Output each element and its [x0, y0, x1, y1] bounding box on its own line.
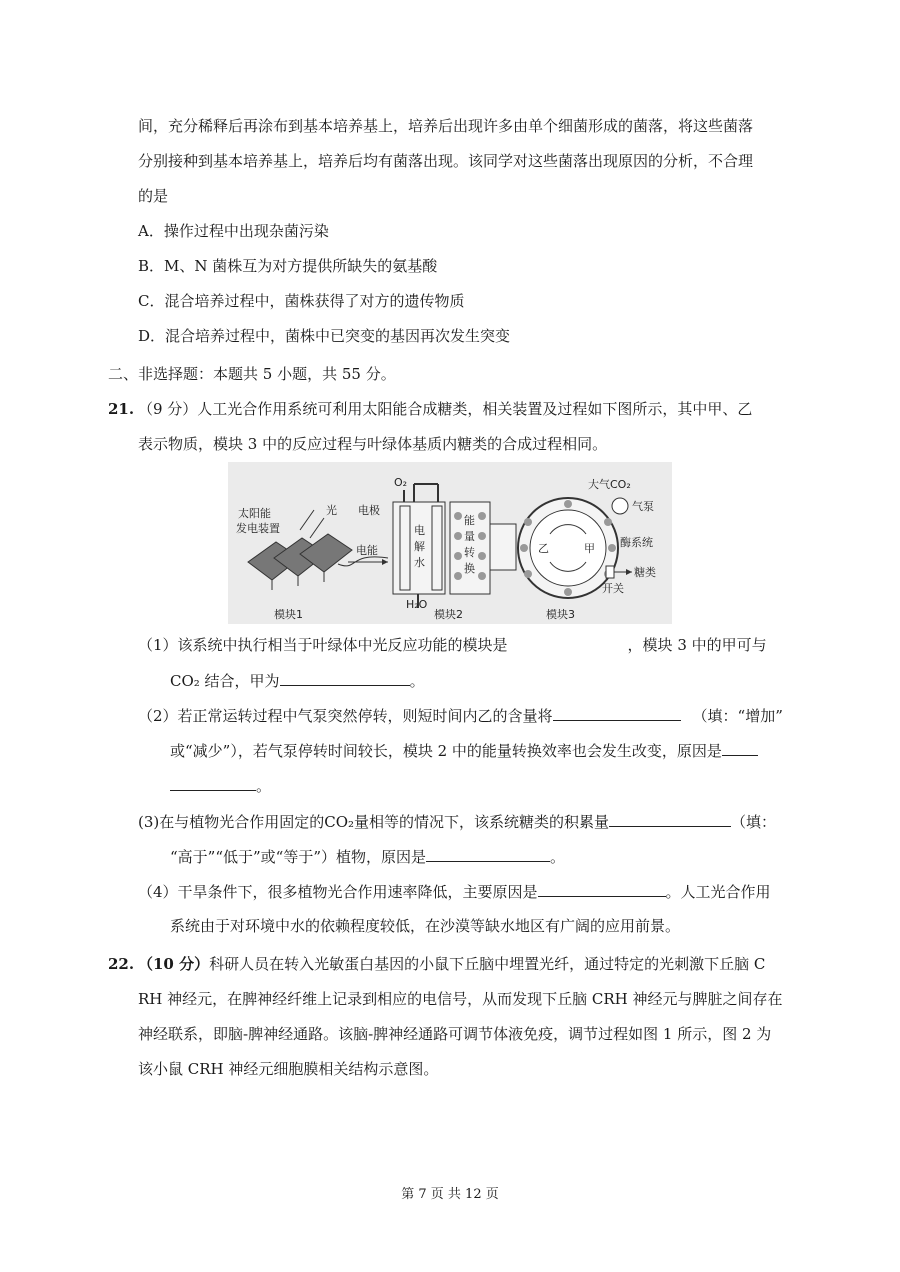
pump-label: 气泵: [632, 500, 654, 513]
air-pump-icon: [612, 498, 628, 514]
q21-part3-text-a: (3)在与植物光合作用固定的CO₂量相等的情况下，该系统糖类的积累量: [138, 813, 610, 831]
page-footer: 第 7 页 共 12 页: [401, 1187, 499, 1202]
o2-label: O₂: [394, 476, 408, 489]
q21-part3-text-c: “高于”“低于”或“等于”）植物，原因是: [170, 848, 427, 866]
solar-label-1: 太阳能: [238, 507, 271, 520]
q22-line-3: 神经联系，即脑-脾神经通路。该脑-脾神经通路可调节体液免疫，调节过程如图 1 所示，图 2 为: [138, 1025, 772, 1043]
q21-part4-text-a: （4）干旱条件下，很多植物光合作用速率降低，主要原因是: [138, 883, 538, 901]
q21-part2-text-d: 。: [256, 777, 272, 795]
q21-part3-text-b: （填：: [731, 813, 777, 831]
q22-line-2: RH 神经元，在脾神经纤维上记录到相应的电信号，从而发现下丘脑 CRH 神经元与脾脏之间存在: [138, 990, 783, 1008]
q21-part1-blank[interactable]: [280, 670, 410, 686]
artificial-photosynthesis-diagram: [228, 462, 672, 624]
light-label: 光: [326, 504, 337, 517]
q21-intro-line-2: 表示物质，模块 3 中的反应过程与叶绿体基质内糖类的合成过程相同。: [138, 435, 608, 453]
q22-line-1-text: 科研人员在转入光敏蛋白基因的小鼠下丘脑中埋置光纤，通过特定的光刺激下丘脑 C: [209, 955, 766, 973]
q21-part1-text-d: 。: [409, 672, 425, 690]
q21-part1-line-1: [138, 635, 767, 655]
q21-part3-text-d: 。: [550, 848, 566, 866]
switch-icon: [606, 566, 614, 578]
q21-part2-line-2: [170, 740, 758, 761]
switch-label: 开关: [602, 582, 624, 595]
q20-option-d: D．混合培养过程中，菌株中已突变的基因再次发生突变: [138, 327, 511, 345]
q21-part2-blank-2b[interactable]: [170, 775, 256, 791]
q20-option-a: A．操作过程中出现杂菌污染: [138, 222, 329, 240]
q21-part4-blank[interactable]: [538, 881, 666, 897]
q21-part4-line-2: 系统由于对环境中水的依赖程度较低，在沙漠等缺水地区有广阔的应用前景。: [170, 917, 681, 935]
h2o-label: H₂O: [406, 598, 428, 611]
sugar-label: 糖类: [634, 566, 656, 579]
module-1-label: 模块1: [274, 608, 303, 621]
jia-label: 甲: [584, 542, 595, 555]
q21-part2-blank-2a[interactable]: [722, 740, 758, 756]
electrolysis-char-3: 水: [414, 556, 425, 569]
q20-option-c: C．混合培养过程中，菌株获得了对方的遗传物质: [138, 292, 465, 310]
q21-part2-line-1: [138, 705, 783, 726]
q21-part3-blank-1[interactable]: [609, 811, 731, 827]
section-heading: 二、非选择题：本题共 5 小题，共 55 分。: [108, 365, 396, 383]
q21-intro-line-1: （9 分）人工光合作用系统可利用太阳能合成糖类，相关装置及过程如下图所示，其中甲、乙: [138, 400, 753, 418]
q21-part3-blank-2[interactable]: [426, 846, 550, 862]
energy-char-1: 能: [464, 514, 475, 527]
q20-text-line-2: 分别接种到基本培养基上，培养后均有菌落出现。该同学对这些菌落出现原因的分析，不合理: [138, 152, 754, 170]
yi-label: 乙: [538, 542, 549, 555]
module-3-label: 模块3: [546, 608, 575, 621]
q22-line-1: [138, 954, 765, 974]
q21-part1-text-c: CO₂ 结合，甲为: [170, 672, 280, 690]
q21-part1-text-a: （1）该系统中执行相当于叶绿体中光反应功能的模块是: [138, 636, 508, 654]
q21-part4-line-1: [138, 881, 771, 902]
q21-part4-text-b: 。人工光合作用: [665, 883, 771, 901]
air-co2-label: 大气CO₂: [588, 478, 631, 491]
q22-line-4: 该小鼠 CRH 神经元细胞膜相关结构示意图。: [138, 1060, 439, 1078]
q21-part2-text-c: 或“减少”），若气泵停转时间较长，模块 2 中的能量转换效率也会发生改变，原因是: [170, 742, 722, 760]
q21-part2-text-b: （填：“增加”: [692, 707, 783, 725]
q21-part2-line-3: [170, 775, 271, 796]
electricity-label: 电能: [356, 544, 378, 557]
q20-text-line-3: 的是: [138, 187, 169, 205]
energy-char-3: 转: [464, 546, 475, 559]
q21-part3-line-1: [138, 811, 776, 832]
q21-part1-text-b: ，模块 3 中的甲可与: [627, 636, 767, 654]
q22-score: （10 分）: [138, 955, 210, 973]
electrolysis-char-2: 解: [414, 540, 425, 553]
energy-char-4: 换: [464, 562, 475, 575]
electrode-label: 电极: [358, 504, 380, 517]
q20-text-line-1: 间，充分稀释后再涂布到基本培养基上，培养后出现许多由单个细菌形成的菌落，将这些菌落: [138, 117, 754, 135]
q21-number: 21.: [108, 400, 135, 418]
q21-part2-text-a: （2）若正常运转过程中气泵突然停转，则短时间内乙的含量将: [138, 707, 553, 725]
q20-option-b: B．M、N 菌株互为对方提供所缺失的氨基酸: [138, 257, 438, 275]
enzyme-label: 酶系统: [620, 536, 653, 549]
q21-part1-line-2: [170, 670, 425, 691]
q21-part2-blank-1[interactable]: [553, 705, 681, 721]
q21-part3-line-2: [170, 846, 565, 867]
q22-number: 22.: [108, 955, 135, 973]
solar-label-2: 发电装置: [236, 522, 280, 535]
energy-char-2: 量: [464, 530, 475, 543]
module-2-label: 模块2: [434, 608, 463, 621]
electrolysis-char-1: 电: [414, 524, 425, 537]
